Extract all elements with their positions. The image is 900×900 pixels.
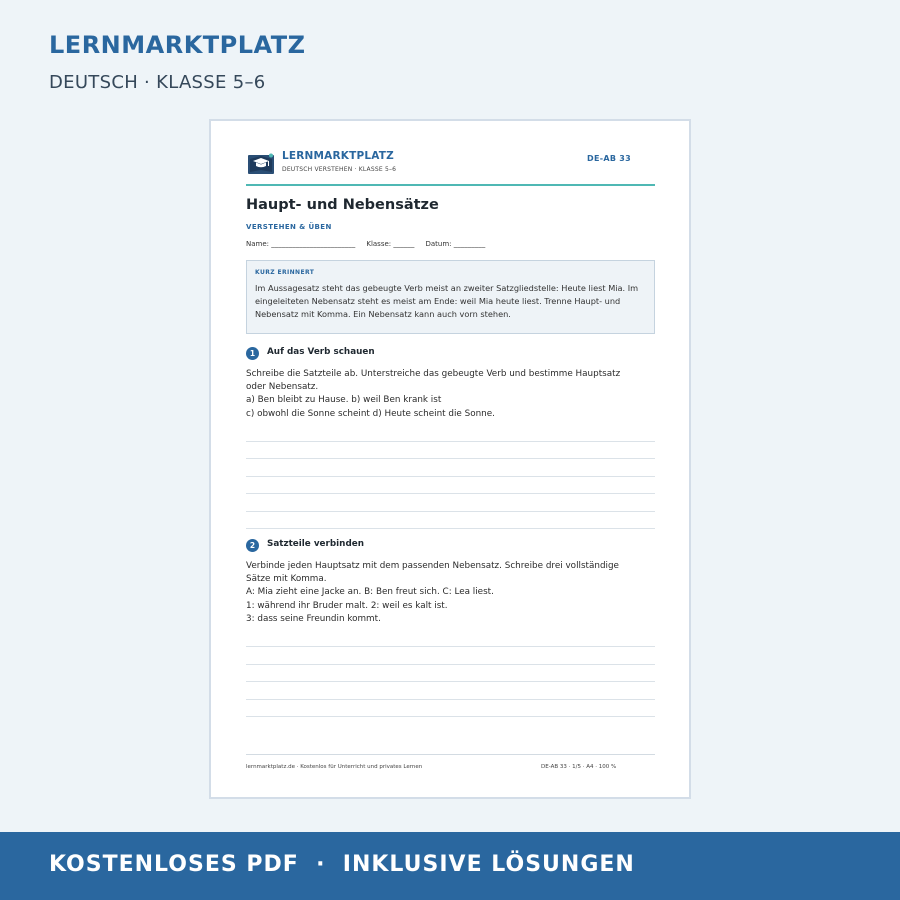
task-line: 3: dass seine Freundin kommt. <box>246 613 381 624</box>
task-title: Auf das Verb schauen <box>267 347 375 357</box>
writing-line <box>246 699 655 700</box>
brand-title: LERNMARKTPLATZ <box>49 31 306 59</box>
brand-subtitle: DEUTSCH · KLASSE 5–6 <box>49 72 266 93</box>
task-number: 1 <box>246 347 259 360</box>
task-line: Verbinde jeden Hauptsatz mit dem passenden Nebensatz. Schreibe drei vollständige <box>246 561 619 571</box>
task-line: Sätze mit Komma. <box>246 574 327 585</box>
footer-rule <box>246 754 655 755</box>
writing-line <box>246 476 655 477</box>
writing-line <box>246 646 655 647</box>
sheet-brand: LERNMARKTPLATZ <box>282 150 394 162</box>
graduation-cap-book-icon <box>247 151 275 175</box>
writing-line <box>246 681 655 682</box>
task-number: 2 <box>246 539 259 552</box>
footer-right: DE-AB 33 · 1/5 · A4 · 100 % <box>541 764 617 770</box>
sheet-code: DE-AB 33 <box>587 154 632 163</box>
task-line: 1: während ihr Bruder malt. 2: weil es kalt ist. <box>246 600 448 611</box>
writing-line <box>246 528 655 529</box>
sheet-kicker: VERSTEHEN & ÜBEN <box>246 223 332 231</box>
sheet-course: DEUTSCH VERSTEHEN · KLASSE 5–6 <box>282 166 397 173</box>
writing-line <box>246 493 655 494</box>
recap-label: KURZ ERINNERT <box>255 269 315 276</box>
worksheet-preview <box>209 119 691 799</box>
task-line: a) Ben bleibt zu Hause. b) weil Ben krank ist <box>246 395 442 406</box>
task-line: c) obwohl die Sonne scheint d) Heute scheint die Sonne. <box>246 408 495 419</box>
task-line: oder Nebensatz. <box>246 382 319 393</box>
writing-line <box>246 664 655 665</box>
student-fields: Name: ________________________ Klasse: ______ Datum: _________ <box>246 240 486 248</box>
writing-line <box>246 716 655 717</box>
task-instructions <box>246 368 655 421</box>
writing-line <box>246 458 655 459</box>
task-title: Satzteile verbinden <box>267 539 364 549</box>
promo-banner <box>0 832 900 900</box>
task-line: Schreibe die Satzteile ab. Unterstreiche das gebeugte Verb und bestimme Hauptsatz <box>246 369 621 379</box>
banner-text: KOSTENLOSES PDF · INKLUSIVE LÖSUNGEN <box>49 852 635 877</box>
footer-left: lernmarktplatz.de · Kostenlos für Unterricht und privates Lernen <box>246 764 423 770</box>
writing-line <box>246 511 655 512</box>
task-instructions <box>246 560 655 626</box>
recap-text: Im Aussagesatz steht das gebeugte Verb meist an zweiter Satzgliedstelle: Heute liest Mia. Im eingeleiteten Nebensatz steht es meist am Ende: weil Mia heute liest. Trenne Haupt- und Nebensatz mit Komma. Ein Nebensatz kann auch vorn stehen. <box>255 283 639 319</box>
task-line: A: Mia zieht eine Jacke an. B: Ben freut sich. C: Lea liest. <box>246 587 494 598</box>
recap-box <box>246 260 655 334</box>
writing-line <box>246 441 655 442</box>
header-rule <box>246 184 655 186</box>
sheet-title: Haupt- und Nebensätze <box>246 197 439 213</box>
